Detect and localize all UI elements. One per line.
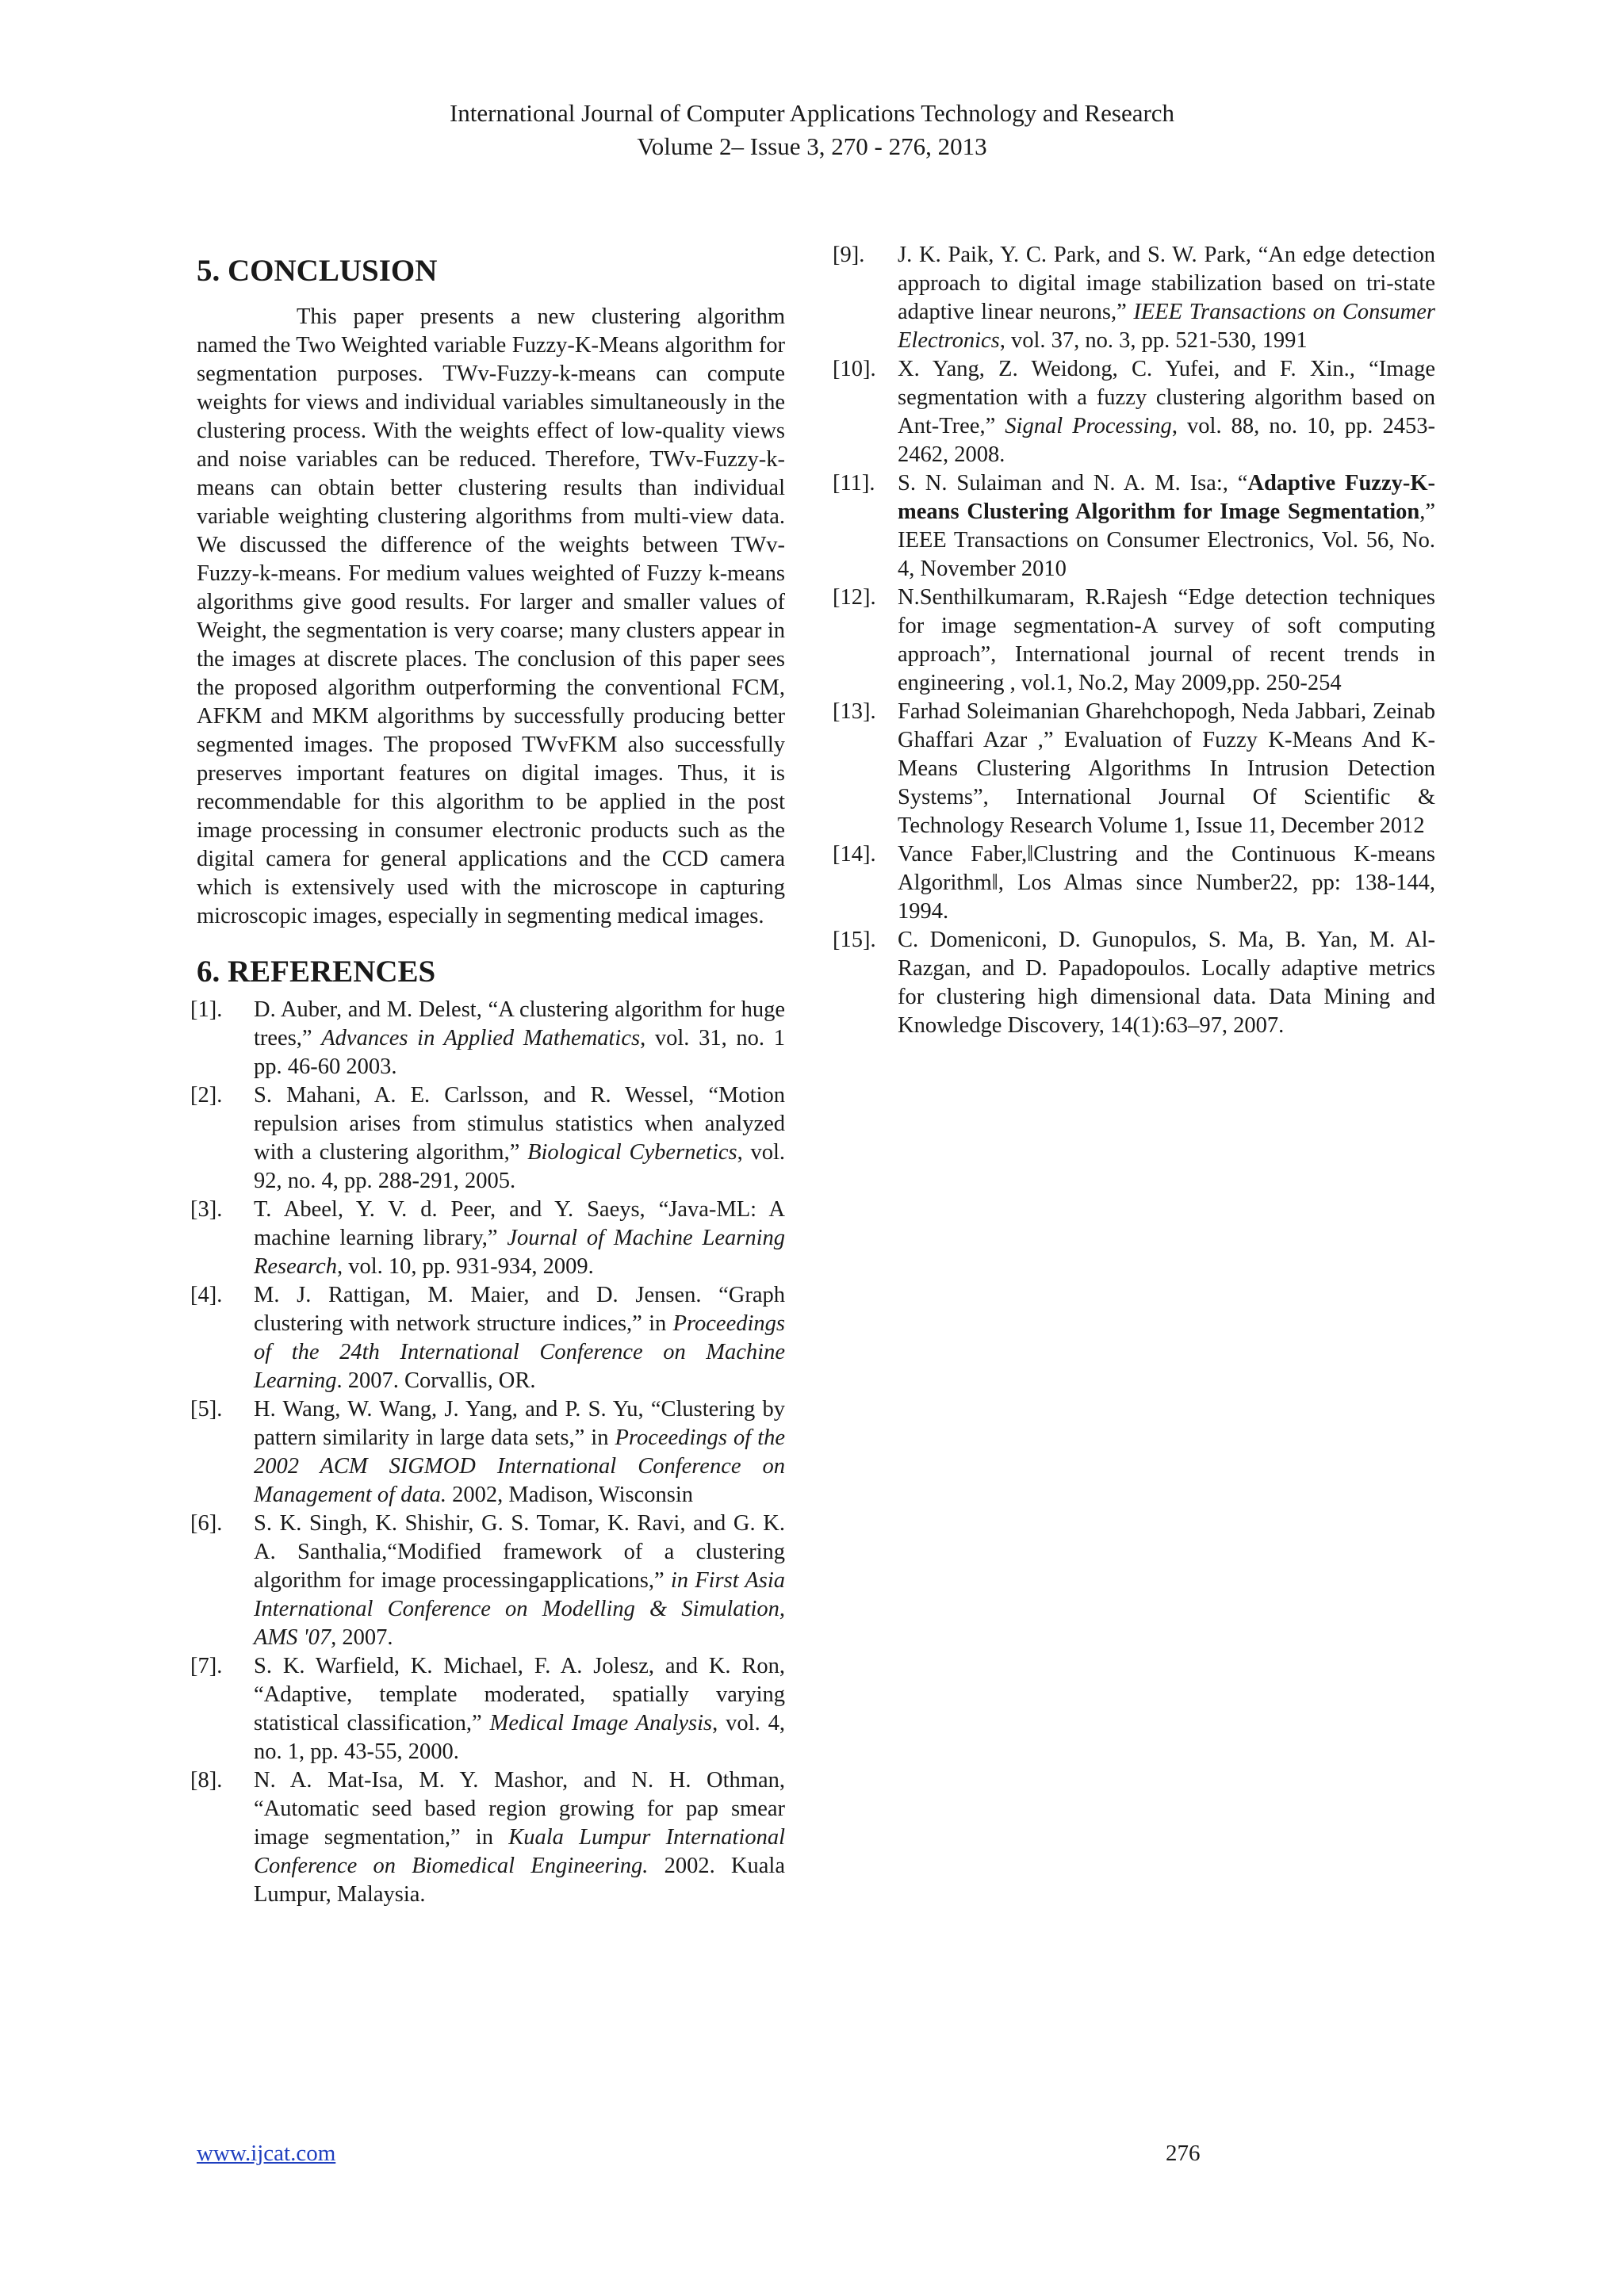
reference-item-14	[833, 840, 1435, 926]
reference-item-13	[833, 698, 1435, 840]
reference-text: T. Abeel, Y. V. d. Peer, and Y. Saeys, “Java-ML: A machine learning library,” Journal of Machine Learning Research, vol. 10, pp. 931-934, 2009.	[254, 1197, 785, 1279]
reference-number: [14].	[833, 842, 876, 867]
reference-number: [12].	[833, 585, 876, 610]
reference-number: [8].	[190, 1768, 223, 1793]
reference-text: Vance Faber,‖Clustring and the Continuous K-means Algorithm‖, Los Almas since Number22, pp: 138-144, 1994.	[898, 842, 1435, 924]
reference-item-11	[833, 469, 1435, 584]
reference-text: S. K. Singh, K. Shishir, G. S. Tomar, K. Ravi, and G. K. A. Santhalia,“Modified framework of a clustering algorithm for image processingapplications,” in First Asia International Conference on Modelling & Simulation, AMS '07, 2007.	[254, 1511, 786, 1650]
journal-header	[0, 97, 1624, 163]
reference-item-1	[190, 996, 785, 1081]
reference-item-3	[190, 1196, 785, 1281]
reference-item-12	[833, 584, 1435, 698]
reference-item-5	[190, 1395, 786, 1510]
reference-item-6	[190, 1510, 786, 1652]
journal-website-link[interactable]: www.ijcat.com	[197, 2141, 336, 2166]
conclusion-paragraph: This paper presents a new clustering algorithm named the Two Weighted variable Fuzzy-K-Means algorithm for segmentation purposes. TWv-Fuzzy-k-means can compute weights for views and individual variables simultaneously in the clustering process. With the weights effect of low-quality views and noise variables can be reduced. Therefore, TWv-Fuzzy-k-means can obtain better clustering results than individual variable weighting clustering algorithms from multi-view data. We discussed the difference of the weights between TWv-Fuzzy-k-means. For medium values weighted of Fuzzy k-means algorithms give good results. For larger and smaller values of Weight, the segmentation is very coarse; many clusters appear in the images at discrete places. The conclusion of this paper sees the proposed algorithm outperforming the conventional FCM, AFKM and MKM algorithms by successfully producing better segmented images. The proposed TWvFKM also successfully preserves important features on digital images. Thus, it is recommendable for this algorithm to be applied in the post image processing in consumer electronic products such as the digital camera for general applications and the CCD camera which is extensively used with the microscope in capturing microscopic images, especially in segmenting medical images.	[197, 304, 785, 928]
reference-item-7	[190, 1652, 786, 1766]
reference-number: [6].	[190, 1511, 223, 1536]
reference-number: [11].	[833, 471, 875, 496]
journal-volume: Volume 2– Issue 3, 270 - 276, 2013	[637, 132, 987, 160]
reference-number: [15].	[833, 928, 876, 952]
reference-text: S. N. Sulaiman and N. A. M. Isa:, “Adaptive Fuzzy-K-means Clustering Algorithm for Image Segmentation,” IEEE Transactions on Consumer Electronics, Vol. 56, No. 4, November 2010	[898, 471, 1435, 581]
left-column	[190, 251, 786, 1909]
reference-text: Farhad Soleimanian Gharehchopogh, Neda Jabbari, Zeinab Ghaffari Azar ,” Evaluation of Fuzzy K-Means And K-Means Clustering Algorithms In Intrusion Detection Systems”, International Journal Of Scientific & Technology Research Volume 1, Issue 11, December 2012	[898, 699, 1435, 838]
reference-number: [10].	[833, 357, 876, 381]
page-number: 276	[1166, 2141, 1201, 2166]
reference-text: J. K. Paik, Y. C. Park, and S. W. Park, “An edge detection approach to digital image stabilization based on tri-state adaptive linear neurons,” IEEE Transactions on Consumer Electronics, vol. 37, no. 3, pp. 521-530, 1991	[898, 243, 1435, 353]
reference-text: H. Wang, W. Wang, J. Yang, and P. S. Yu, “Clustering by pattern similarity in large data sets,” in Proceedings of the 2002 ACM SIGMOD International Conference on Management of data. 2002, Madison, Wisconsin	[254, 1397, 786, 1507]
reference-item-2	[190, 1081, 786, 1196]
conclusion-heading: 5. CONCLUSION	[197, 254, 438, 288]
right-column	[833, 241, 1435, 1040]
reference-text: D. Auber, and M. Delest, “A clustering algorithm for huge trees,” Advances in Applied Mathematics, vol. 31, no. 1 pp. 46-60 2003.	[254, 997, 785, 1079]
reference-text: S. Mahani, A. E. Carlsson, and R. Wessel, “Motion repulsion arises from stimulus statistics when analyzed with a clustering algorithm,” Biological Cybernetics, vol. 92, no. 4, pp. 288-291, 2005.	[254, 1083, 786, 1193]
journal-title: International Journal of Computer Applications Technology and Research	[449, 99, 1175, 127]
reference-item-10	[833, 355, 1435, 469]
reference-number: [3].	[190, 1197, 223, 1222]
reference-text: N.Senthilkumaram, R.Rajesh “Edge detection techniques for image segmentation-A survey of soft computing approach”, International journal of recent trends in engineering , vol.1, No.2, May 2009,pp. 250-254	[898, 585, 1435, 695]
reference-item-9	[833, 241, 1435, 355]
reference-item-15	[833, 926, 1435, 1040]
reference-item-8	[190, 1766, 785, 1909]
reference-text: N. A. Mat-Isa, M. Y. Mashor, and N. H. Othman, “Automatic seed based region growing for pap smear image segmentation,” in Kuala Lumpur International Conference on Biomedical Engineering. 2002. Kuala Lumpur, Malaysia.	[254, 1768, 785, 1907]
reference-number: [7].	[190, 1654, 223, 1678]
reference-number: [5].	[190, 1397, 223, 1422]
reference-text: X. Yang, Z. Weidong, C. Yufei, and F. Xin., “Image segmentation with a fuzzy clustering algorithm based on Ant-Tree,” Signal Processing, vol. 88, no. 10, pp. 2453-2462, 2008.	[898, 357, 1435, 467]
reference-text: C. Domeniconi, D. Gunopulos, S. Ma, B. Yan, M. Al-Razgan, and D. Papadopoulos. Locally adaptive metrics for clustering high dimensional data. Data Mining and Knowledge Discovery, 14(1):63–97, 2007.	[898, 928, 1435, 1038]
reference-text: M. J. Rattigan, M. Maier, and D. Jensen. “Graph clustering with network structure indices,” in Proceedings of the 24th International Conference on Machine Learning. 2007. Corvallis, OR.	[254, 1283, 785, 1393]
reference-text: S. K. Warfield, K. Michael, F. A. Jolesz, and K. Ron, “Adaptive, template moderated, spatially varying statistical classification,” Medical Image Analysis, vol. 4, no. 1, pp. 43-55, 2000.	[254, 1654, 786, 1764]
reference-number: [1].	[190, 997, 223, 1022]
reference-number: [13].	[833, 699, 876, 724]
reference-number: [2].	[190, 1083, 223, 1108]
reference-number: [9].	[833, 243, 865, 267]
reference-item-4	[190, 1281, 785, 1395]
references-heading: 6. REFERENCES	[197, 955, 436, 989]
reference-number: [4].	[190, 1283, 223, 1307]
